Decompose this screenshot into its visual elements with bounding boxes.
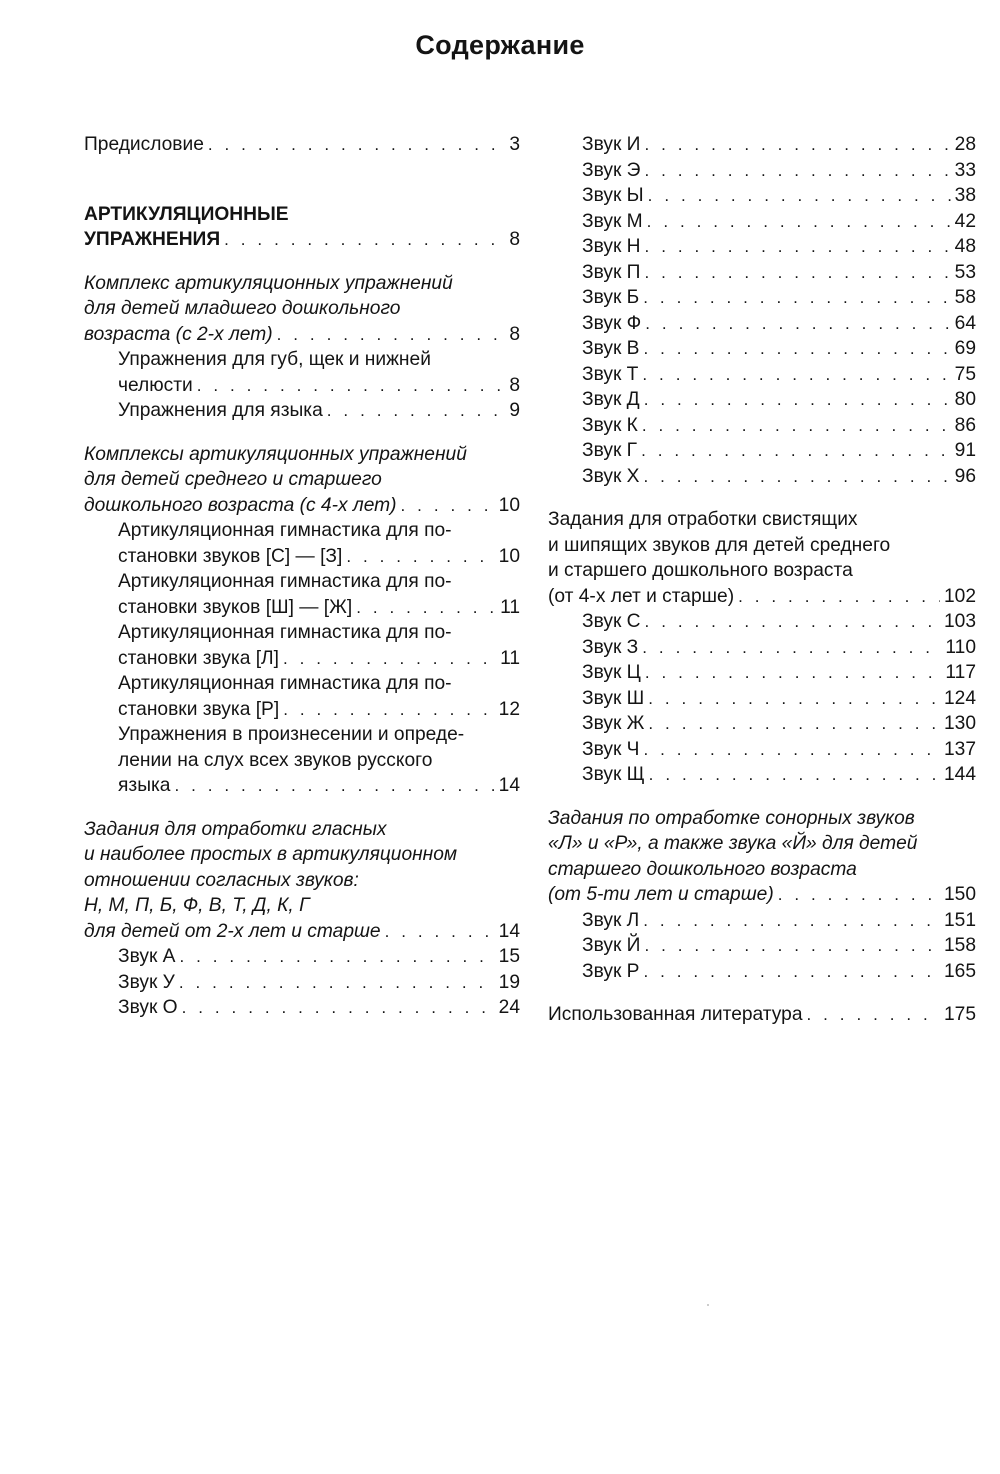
dot-leader <box>327 398 506 424</box>
toc-entry-sound[interactable] <box>548 285 976 311</box>
page-number: 64 <box>954 312 976 334</box>
entry-label: Звук Н <box>582 236 641 257</box>
page-number: 58 <box>954 287 976 308</box>
entry-label-line: «Л» и «Р», а также звука «Й» для детей <box>548 833 918 854</box>
toc-entry-sound[interactable] <box>548 686 976 712</box>
entry-label: Звук В <box>582 338 640 359</box>
entry-label-line: Задания для отработки свистящих <box>548 509 858 530</box>
page-number: 42 <box>954 210 976 232</box>
toc-entry-pronunciation[interactable] <box>84 773 520 799</box>
page-number: 48 <box>954 236 976 257</box>
page-number: 137 <box>943 738 976 760</box>
dot-leader <box>642 413 951 439</box>
dot-leader <box>644 387 951 413</box>
dot-leader <box>174 773 494 799</box>
dot-leader <box>179 970 495 996</box>
entry-label-line: для детей младшего дошкольного <box>84 298 401 319</box>
entry-label: Звук Б <box>582 287 640 308</box>
page-number: 10 <box>498 494 520 516</box>
entry-label-line: и шипящих звуков для детей среднего <box>548 534 891 556</box>
page-number: 19 <box>498 971 520 993</box>
entry-label: Звук Ж <box>582 713 645 734</box>
toc-entry-sound[interactable] <box>548 762 976 788</box>
entry-label: Звук А <box>118 946 176 967</box>
entry-label: Звук Х <box>582 465 640 487</box>
dot-leader <box>738 584 940 610</box>
dot-leader <box>643 464 950 490</box>
entry-label-line: Артикуляционная гимнастика для по- <box>118 622 452 643</box>
dot-leader <box>641 438 951 464</box>
entry-label-line: и старшего дошкольного возраста <box>548 560 853 581</box>
page-number: 38 <box>954 185 976 206</box>
entry-label-line: старшего дошкольного возраста <box>548 858 857 880</box>
toc-entry-sound[interactable] <box>548 158 976 184</box>
entry-label: становки звука [Р] <box>118 698 280 720</box>
toc-entry-sound[interactable] <box>548 711 976 737</box>
toc-entry-sound[interactable] <box>548 660 976 686</box>
entry-label: УПРАЖНЕНИЯ <box>84 229 221 250</box>
entry-label: Звук З <box>582 636 639 658</box>
entry-label: становки звуков [Ш] — [Ж] <box>118 596 353 618</box>
entry-label: Использованная литература <box>548 1004 803 1025</box>
page-number: 12 <box>498 698 520 720</box>
toc-entry-sound[interactable] <box>548 959 976 985</box>
page-number: 14 <box>498 775 520 796</box>
toc-entry-gym-r[interactable] <box>84 697 520 723</box>
toc-entry-whistling[interactable] <box>548 584 976 610</box>
dot-leader <box>648 686 940 712</box>
dot-leader <box>649 762 940 788</box>
dot-leader <box>644 158 950 184</box>
toc-entry-sound[interactable] <box>548 635 976 661</box>
page-number: 165 <box>943 960 976 982</box>
page-number: 53 <box>954 261 976 283</box>
toc-entry-sound[interactable] <box>84 944 520 970</box>
page-number: 86 <box>954 414 976 436</box>
entry-label: Звук Ш <box>582 687 645 709</box>
page-number: 15 <box>498 946 520 967</box>
toc-entry-gym-l[interactable] <box>84 646 520 672</box>
page-number: 96 <box>954 465 976 487</box>
page-number: 3 <box>509 134 520 155</box>
entry-label-line: Упражнения в произнесении и опреде- <box>118 724 465 745</box>
entry-label-line: Задания по отработке сонорных звуков <box>548 807 915 829</box>
entry-label-line: Упражнения для губ, щек и нижней <box>118 349 431 370</box>
toc-entry-preface[interactable] <box>84 132 520 158</box>
toc-left-column <box>84 132 520 1021</box>
dot-leader <box>643 908 940 934</box>
entry-label-line: лении на слух всех звуков русского <box>118 749 433 771</box>
toc-entry-complex-junior[interactable] <box>84 322 520 348</box>
dot-leader <box>642 635 941 661</box>
page-number: 33 <box>954 159 976 181</box>
dot-leader <box>807 1002 940 1028</box>
entry-label: Звук У <box>118 971 175 993</box>
toc-entry-tongue-exercises[interactable] <box>84 398 520 424</box>
dot-leader <box>642 362 950 388</box>
entry-label: становки звука [Л] <box>118 647 279 669</box>
dot-leader <box>283 646 496 672</box>
page-number: 103 <box>943 611 976 632</box>
dot-leader <box>645 660 942 686</box>
dot-leader <box>648 183 951 209</box>
entry-label: языка <box>118 775 171 796</box>
page-number: 75 <box>954 363 976 385</box>
page-number: 14 <box>498 920 520 942</box>
dot-leader <box>182 995 495 1021</box>
entry-label: Звук П <box>582 261 641 283</box>
dot-leader <box>643 737 940 763</box>
entry-label-line: Задания для отработки гласных <box>84 818 387 840</box>
toc-entry-sound[interactable] <box>548 209 976 235</box>
dot-leader <box>644 132 950 158</box>
page-number: 102 <box>943 585 976 607</box>
dot-leader <box>644 260 950 286</box>
dot-leader <box>643 959 940 985</box>
toc-entry-sound[interactable] <box>548 933 976 959</box>
dot-leader <box>346 544 494 570</box>
toc-entry-sound[interactable] <box>84 995 520 1021</box>
page-number: 28 <box>954 134 976 155</box>
entry-label: Звук Г <box>582 440 638 461</box>
entry-label: Звук Ы <box>582 185 644 206</box>
entry-label: Звук Ц <box>582 662 641 683</box>
entry-label: Звук Л <box>582 909 640 931</box>
dot-leader <box>648 711 940 737</box>
dot-leader <box>385 919 495 945</box>
dot-leader <box>645 234 951 260</box>
dot-leader <box>644 933 940 959</box>
toc-entry-complex-senior[interactable] <box>84 493 520 519</box>
toc-entry-sound[interactable] <box>548 609 976 635</box>
entry-label: Звук Щ <box>582 764 645 785</box>
entry-label: возраста (с 2-х лет) <box>84 323 273 345</box>
entry-label: Упражнения для языка <box>118 400 323 421</box>
toc-entry-sound[interactable] <box>84 970 520 996</box>
page-number: 117 <box>945 662 976 683</box>
toc-entry-sound[interactable] <box>548 387 976 413</box>
page-number: 175 <box>943 1004 976 1025</box>
toc-entry-sound[interactable] <box>548 336 976 362</box>
toc-entry-sound[interactable] <box>548 737 976 763</box>
entry-label: Звук К <box>582 414 638 436</box>
dot-leader <box>643 285 950 311</box>
page-number: 8 <box>509 323 520 345</box>
toc-entry-sound[interactable] <box>548 234 976 260</box>
dot-leader <box>208 132 505 158</box>
page-number: 69 <box>954 338 976 359</box>
entry-label-line: Комплексы артикуляционных упражнений <box>84 443 467 465</box>
page-number: 130 <box>943 713 976 734</box>
toc-entry-sound[interactable] <box>548 362 976 388</box>
entry-label: Звук С <box>582 611 641 632</box>
entry-label: Звук Т <box>582 363 639 385</box>
page-number: 8 <box>509 229 520 250</box>
dot-leader <box>645 609 940 635</box>
dot-leader <box>643 336 950 362</box>
page-number: 150 <box>943 884 976 905</box>
toc-entry-sound[interactable] <box>548 260 976 286</box>
toc-entry-sound[interactable] <box>548 413 976 439</box>
entry-label-line: Н, М, П, Б, Ф, В, Т, Д, К, Г <box>84 895 310 916</box>
page-number: 91 <box>954 440 976 461</box>
page-number: 151 <box>943 909 976 931</box>
toc-right-column <box>548 132 976 1028</box>
toc-entry-vowels[interactable] <box>84 919 520 945</box>
entry-label: (от 4-х лет и старше) <box>548 585 735 607</box>
toc-entry-sound[interactable] <box>548 311 976 337</box>
dot-leader <box>197 373 506 399</box>
dot-leader <box>356 595 496 621</box>
toc-entry-lips-exercises[interactable] <box>84 373 520 399</box>
toc-entry-sound[interactable] <box>548 183 976 209</box>
page-number: 10 <box>498 545 520 567</box>
page-number: 110 <box>945 636 976 658</box>
dot-leader <box>283 697 494 723</box>
dot-leader <box>401 493 495 519</box>
dot-leader <box>277 322 506 348</box>
entry-label: Звук Э <box>582 159 641 181</box>
page-number: 124 <box>943 687 976 709</box>
toc-entry-sound[interactable] <box>548 438 976 464</box>
page-number: 144 <box>943 764 976 785</box>
page-number: 158 <box>943 935 976 956</box>
scan-speck <box>707 1304 709 1306</box>
entry-label-line: для детей среднего и старшего <box>84 469 382 490</box>
entry-label: Предисловие <box>84 134 204 155</box>
entry-label-line: Артикуляционная гимнастика для по- <box>118 571 452 592</box>
entry-label: дошкольного возраста (с 4-х лет) <box>84 494 397 516</box>
entry-label-line: Артикуляционная гимнастика для по- <box>118 520 452 541</box>
entry-label: Звук Р <box>582 960 640 982</box>
page-title: Содержание <box>415 30 585 60</box>
entry-label: челюсти <box>118 374 193 396</box>
toc-entry-literature[interactable] <box>548 1002 976 1028</box>
toc-entry-sonorant[interactable] <box>548 882 976 908</box>
entry-label: Звук О <box>118 997 178 1018</box>
entry-label-line: и наиболее простых в артикуляционном <box>84 844 458 865</box>
entry-label: Звук М <box>582 210 643 232</box>
toc-entry-gym-s-z[interactable] <box>84 544 520 570</box>
dot-leader <box>179 944 494 970</box>
page-number: 8 <box>509 374 520 396</box>
toc-entry-sound[interactable] <box>548 464 976 490</box>
page-number: 9 <box>509 400 520 421</box>
entry-label-line: Артикуляционная гимнастика для по- <box>118 673 452 694</box>
toc-entry-articulation-exercises[interactable] <box>84 227 520 253</box>
dot-leader <box>224 227 505 253</box>
entry-label: Звук Ч <box>582 738 640 760</box>
toc-entry-gym-sh-zh[interactable] <box>84 595 520 621</box>
entry-label-line: Комплекс артикуляционных упражнений <box>84 272 453 294</box>
dot-leader <box>647 209 951 235</box>
page-number: 11 <box>500 596 520 618</box>
entry-label: Звук Й <box>582 935 641 956</box>
section-heading-line: АРТИКУЛЯЦИОННЫЕ <box>84 203 289 225</box>
page-number: 11 <box>500 647 520 669</box>
dot-leader <box>645 311 950 337</box>
toc-entry-sound[interactable] <box>548 132 976 158</box>
entry-label: для детей от 2-х лет и старше <box>84 920 381 942</box>
entry-label: Звук Ф <box>582 312 642 334</box>
toc-entry-sound[interactable] <box>548 908 976 934</box>
entry-label: Звук Д <box>582 389 640 410</box>
dot-leader <box>778 882 940 908</box>
entry-label-line: отношении согласных звуков: <box>84 869 359 891</box>
entry-label: становки звуков [С] — [З] <box>118 545 343 567</box>
entry-label: (от 5-ти лет и старше) <box>548 884 774 905</box>
entry-label: Звук И <box>582 134 641 155</box>
page-number: 24 <box>498 997 520 1018</box>
page-number: 80 <box>954 389 976 410</box>
